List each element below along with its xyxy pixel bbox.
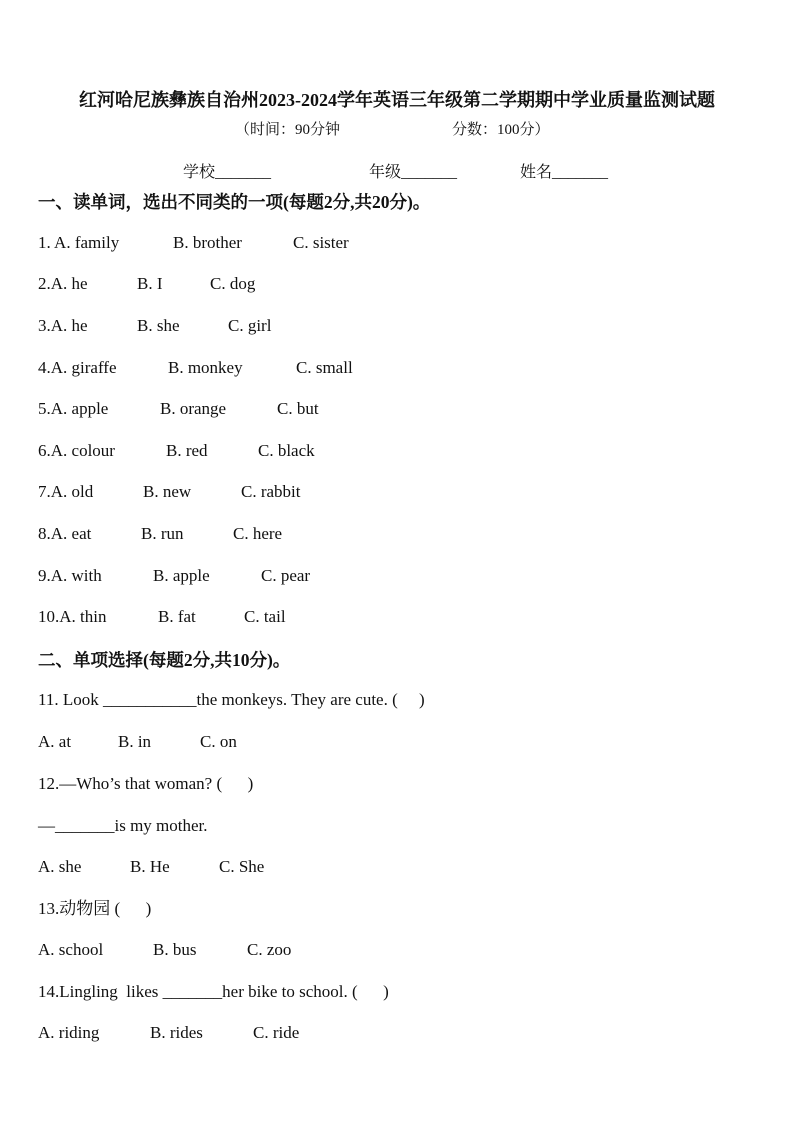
question-4-a: 4.A. giraffe (38, 358, 117, 377)
question-11-c: C. on (200, 732, 237, 751)
question-1-c: C. sister (293, 233, 349, 252)
section-2-heading: 二、单项选择(每题2分,共10分)。 (38, 650, 291, 670)
exam-title: 红河哈尼族彝族自治州2023-2024学年英语三年级第二学期期中学业质量监测试题 (79, 90, 715, 110)
question-8-a: 8.A. eat (38, 524, 92, 543)
question-1-a: 1. A. family (38, 233, 120, 252)
question-2-a: 2.A. he (38, 274, 88, 293)
school-field: 学校_______ (183, 164, 272, 181)
section-1-heading: 一、读单词，选出不同类的一项(每题2分,共20分)。 (38, 192, 431, 212)
question-1-b: B. brother (173, 233, 242, 252)
name-field: 姓名_______ (520, 164, 609, 181)
question-12-b: B. He (130, 857, 170, 876)
question-10-a: 10.A. thin (38, 607, 107, 626)
question-2-c: C. dog (210, 274, 256, 293)
question-11-b: B. in (118, 732, 152, 751)
score-label: 分数：100分） (452, 122, 550, 138)
question-13-a: A. school (38, 940, 104, 959)
question-3-b: B. she (137, 316, 180, 335)
question-9-a: 9.A. with (38, 566, 102, 585)
question-4-c: C. small (296, 358, 353, 377)
question-5-a: 5.A. apple (38, 399, 109, 418)
question-13-c: C. zoo (247, 940, 292, 959)
question-3-a: 3.A. he (38, 316, 88, 335)
question-14-a: A. riding (38, 1023, 100, 1042)
question-9-b: B. apple (153, 566, 210, 585)
question-10-c: C. tail (244, 607, 286, 626)
question-8-c: C. here (233, 524, 283, 543)
time-label: （时间：90分钟 (235, 122, 341, 138)
question-7-c: C. rabbit (241, 482, 301, 501)
question-5-b: B. orange (160, 399, 227, 418)
question-10-b: B. fat (158, 607, 196, 626)
question-14-b: B. rides (150, 1023, 203, 1042)
question-4-b: B. monkey (168, 358, 243, 377)
question-13-b: B. bus (153, 940, 197, 959)
question-3-c: C. girl (228, 316, 272, 335)
question-6-b: B. red (166, 441, 208, 460)
question-12-stem: 12.—Who’s that woman? ( ) (38, 774, 254, 793)
question-5-c: C. but (277, 399, 319, 418)
question-11-a: A. at (38, 732, 72, 751)
question-9-c: C. pear (261, 566, 311, 585)
question-12-c: C. She (219, 857, 265, 876)
question-8-b: B. run (141, 524, 184, 543)
question-13-stem: 13.动物园 ( ) (38, 899, 152, 918)
question-6-a: 6.A. colour (38, 441, 115, 460)
question-2-b: B. I (137, 274, 163, 293)
question-14-c: C. ride (253, 1023, 300, 1042)
question-7-a: 7.A. old (38, 482, 94, 501)
question-7-b: B. new (143, 482, 192, 501)
question-6-c: C. black (258, 441, 315, 460)
grade-field: 年级_______ (369, 164, 458, 181)
question-12-a: A. she (38, 857, 82, 876)
question-12-stem-2: —_______is my mother. (38, 816, 208, 835)
question-11-stem: 11. Look ___________the monkeys. They are cute. ( ) (38, 690, 425, 709)
question-14-stem: 14.Lingling likes _______her bike to school. ( ) (38, 982, 389, 1001)
